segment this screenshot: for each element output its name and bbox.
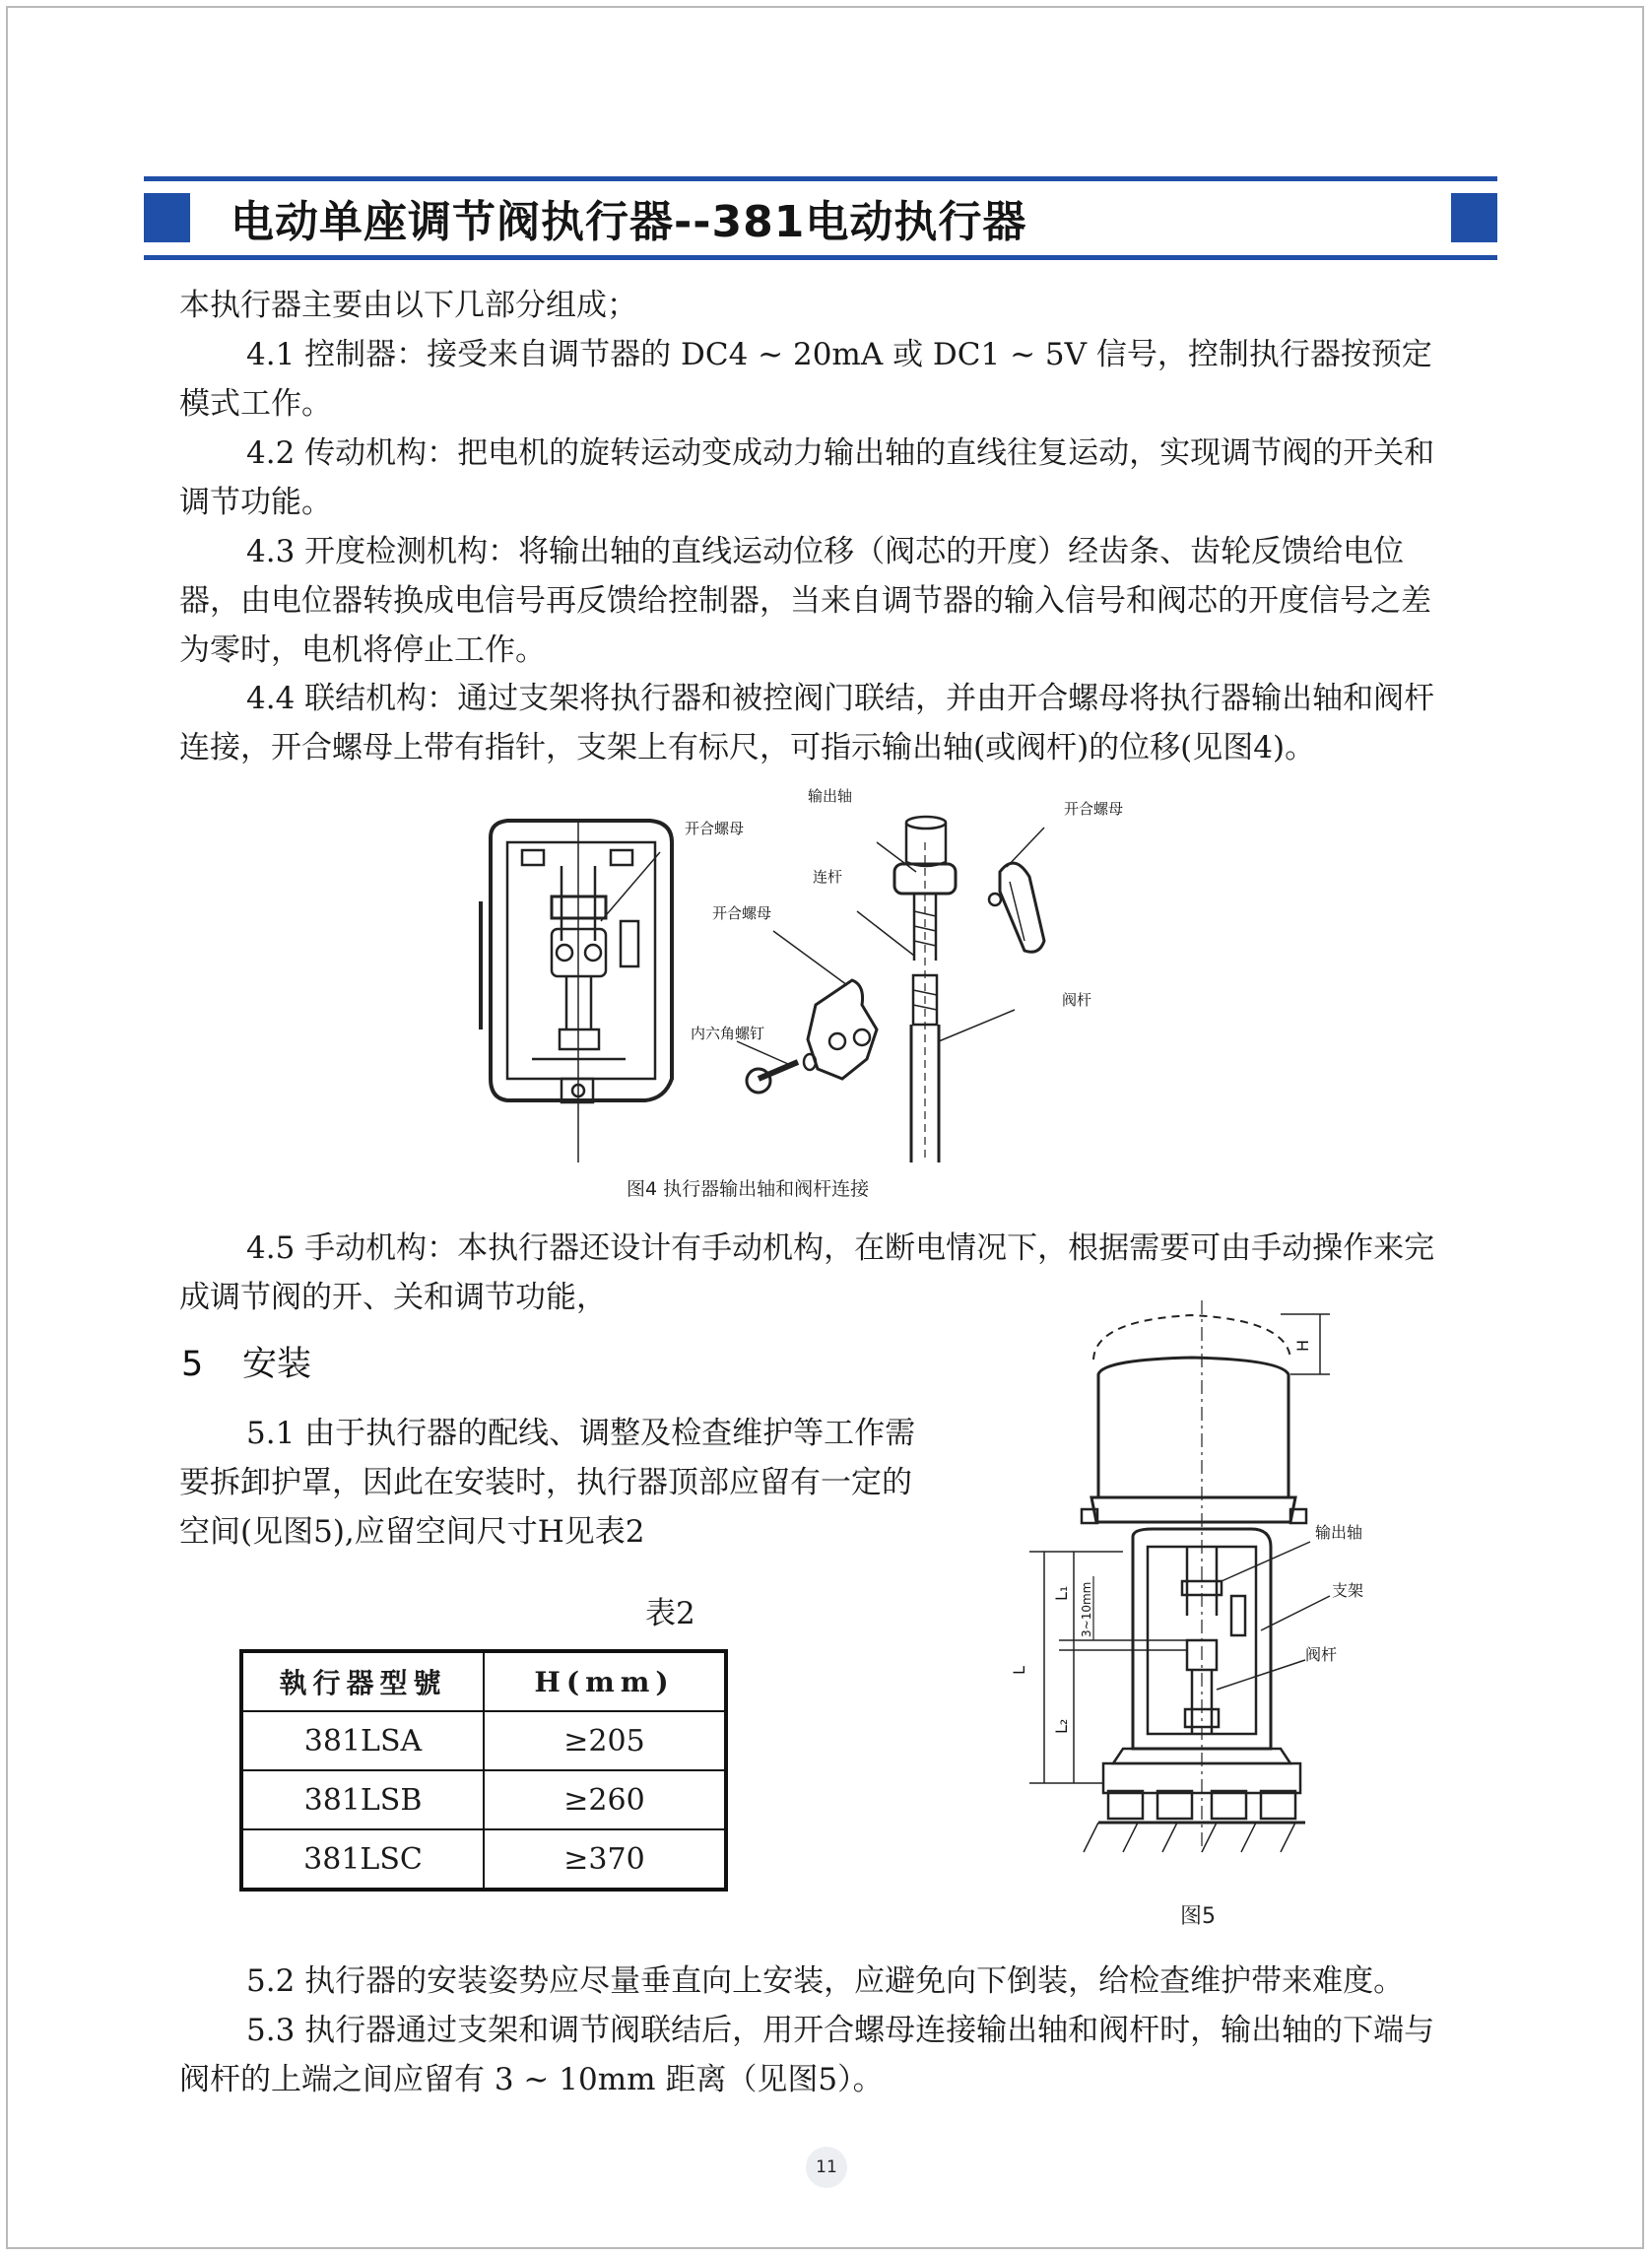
para-5-3: 5.3 执行器通过支架和调节阀联结后，用开合螺母连接输出轴和阀杆时，输出轴的下端与阀杆的上端之间应留有 3 ~ 10mm 距离（见图5）。 [179, 2013, 1435, 2097]
section-title: 安装 [242, 1345, 312, 1384]
figure-4-diagram [463, 783, 1192, 1162]
fig5-label-l2: L₂ [1052, 1718, 1071, 1734]
fig4-label-connecting-rod: 连杆 [813, 868, 843, 886]
para-5-2: 5.2 执行器的安装姿势应尽量垂直向上安装，应避免向下倒装，给检查维护带来难度。 [246, 1963, 1405, 1999]
intro-paragraph: 本执行器主要由以下几部分组成； [179, 288, 637, 323]
fig4-label-split-nut-mid: 开合螺母 [712, 904, 772, 922]
item-4-2: 4.2 传动机构：把电机的旋转运动变成动力输出轴的直线往复运动，实现调节阀的开关和调节功能。 [179, 435, 1435, 520]
table-header-cell: 執行器型號 [241, 1651, 484, 1711]
header-bottom-rule [144, 255, 1497, 260]
header-top-rule [144, 176, 1497, 181]
header-right-block [1451, 193, 1497, 242]
table-cell-model: 381LSC [241, 1829, 484, 1890]
fig5-label-bracket: 支架 [1332, 1581, 1364, 1600]
table-cell-height: ≥205 [484, 1711, 726, 1770]
table-header-cell: H(mm) [484, 1651, 726, 1711]
table-cell-model: 381LSB [241, 1770, 484, 1829]
table-2 [239, 1649, 728, 1892]
item-4-3: 4.3 开度检测机构：将输出轴的直线运动位移（阀芯的开度）经齿条、齿轮反馈给电位器，由电位器转换成电信号再反馈给控制器，当来自调节器的输入信号和阀芯的开度信号之差为零时，电机将停止工作。 [179, 534, 1431, 668]
table-header-row [241, 1651, 726, 1711]
table-2-title: 表2 [645, 1596, 695, 1631]
fig5-label-gap: 3~10mm [1080, 1581, 1093, 1637]
item-4-4: 4.4 联结机构：通过支架将执行器和被控阀门联结，并由开合螺母将执行器输出轴和阀杆连接，开合螺母上带有指针，支架上有标尺，可指示输出轴(或阀杆)的位移(见图4)。 [179, 681, 1435, 765]
table-row [241, 1829, 726, 1890]
page-number: 11 [806, 2147, 847, 2188]
table-cell-height: ≥370 [484, 1829, 726, 1890]
table-row [241, 1711, 726, 1770]
fig5-label-output-shaft: 输出轴 [1315, 1523, 1363, 1542]
figure-4-caption: 图4 执行器输出轴和阀杆连接 [627, 1178, 870, 1200]
fig4-label-split-nut-left: 开合螺母 [685, 820, 745, 837]
item-4-5: 4.5 手动机构：本执行器还设计有手动机构，在断电情况下，根据需要可由手动操作来完成调节阀的开、关和调节功能， [179, 1230, 1435, 1315]
section-5-heading [181, 1337, 311, 1386]
fig4-label-output-shaft: 输出轴 [808, 787, 853, 805]
fig4-label-hex-screw: 内六角螺钉 [691, 1025, 765, 1042]
fig5-label-l1: L₁ [1052, 1585, 1071, 1601]
fig4-label-valve-stem: 阀杆 [1062, 991, 1092, 1009]
table-cell-height: ≥260 [484, 1770, 726, 1829]
fig5-label-l: L [1010, 1666, 1028, 1675]
item-4-1: 4.1 控制器：接受来自调节器的 DC4 ~ 20mA 或 DC1 ~ 5V 信号，控制执行器按预定模式工作。 [179, 337, 1432, 422]
figure-5-caption: 图5 [1180, 1904, 1216, 1929]
header-left-block [144, 193, 190, 242]
page-header [144, 172, 1497, 262]
fig5-label-h: H [1293, 1339, 1312, 1352]
figure-5-diagram [995, 1300, 1409, 1872]
page-title: 电动单座调节阀执行器--381电动执行器 [231, 197, 1027, 247]
table-row [241, 1770, 726, 1829]
section-number: 5 [181, 1345, 204, 1384]
table-cell-model: 381LSA [241, 1711, 484, 1770]
fig4-label-split-nut-right: 开合螺母 [1064, 800, 1124, 818]
para-5-1: 5.1 由于执行器的配线、调整及检查维护等工作需要拆卸护罩，因此在安装时，执行器顶部应留有一定的空间(见图5),应留空间尺寸H见表2 [179, 1416, 916, 1550]
fig5-label-valve-stem: 阀杆 [1305, 1645, 1338, 1664]
